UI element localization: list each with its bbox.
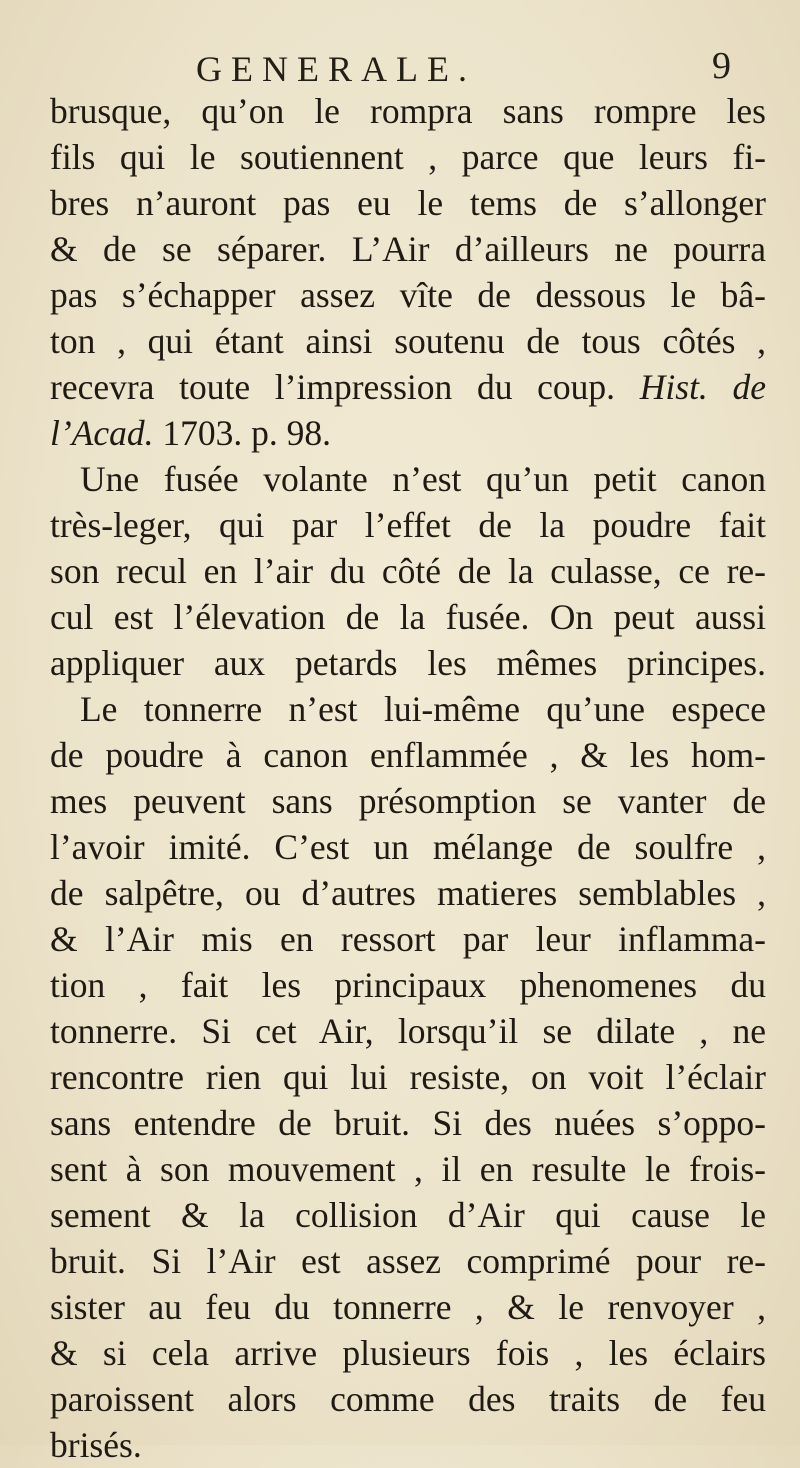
text-line-22: rencontre rien qui lui resiste, on voit l’éclair	[50, 1057, 766, 1097]
text-line-27: sister au feu du tonnerre , & le renvoyer ,	[50, 1287, 766, 1327]
text-line-7	[50, 364, 766, 410]
text-line-26: bruit. Si l’Air est assez comprimé pour re-	[50, 1241, 766, 1281]
text-line-20: tion , fait les principaux phenomenes du	[50, 965, 766, 1005]
text-line-2: fils qui le soutiennent , parce que leurs fi-	[50, 137, 766, 177]
page-header	[0, 38, 800, 88]
text-line-19: & l’Air mis en ressort par leur inflamma-	[50, 919, 766, 959]
citation-acad: l’Acad.	[50, 413, 154, 453]
page-number: 9	[712, 45, 731, 87]
text-line-5: pas s’échapper assez vîte de dessous le bâ-	[50, 275, 766, 315]
text-line-3: bres n’auront pas eu le tems de s’allonger	[50, 183, 766, 223]
text-line-12: cul est l’élevation de la fusée. On peut aussi	[50, 597, 766, 637]
running-head: GENERALE.	[196, 49, 476, 89]
text-line-6: ton , qui étant ainsi soutenu de tous côtés ,	[50, 321, 766, 361]
text-line-15: de poudre à canon enflammée , & les hom-	[50, 735, 766, 775]
text-line-24: sent à son mouvement , il en resulte le frois-	[50, 1149, 766, 1189]
text-line-13: appliquer aux petards les mêmes principes.	[50, 643, 766, 683]
citation-year-page: 1703. p. 98.	[162, 413, 332, 453]
text-line-7-main: recevra toute l’impression du coup.	[50, 367, 616, 407]
text-line-25: sement & la collision d’Air qui cause le	[50, 1195, 766, 1235]
text-line-18: de salpêtre, ou d’autres matieres semblables ,	[50, 873, 766, 913]
text-line-9: Une fusée volante n’est qu’un petit canon	[80, 459, 766, 499]
text-line-30: brisés.	[50, 1425, 142, 1465]
text-line-29: paroissent alors comme des traits de feu	[50, 1379, 766, 1419]
body-text	[50, 88, 766, 1468]
text-line-11: son recul en l’air du côté de la culasse, ce re-	[50, 551, 766, 591]
text-line-8	[50, 410, 766, 456]
text-line-1: brusque, qu’on le rompra sans rompre les	[50, 91, 766, 131]
citation-hist: Hist. de	[639, 367, 767, 407]
text-line-28: & si cela arrive plusieurs fois , les éclairs	[50, 1333, 766, 1373]
text-line-17: l’avoir imité. C’est un mélange de soulfre ,	[50, 827, 766, 867]
text-line-14: Le tonnerre n’est lui-même qu’une espece	[80, 689, 766, 729]
text-line-16: mes peuvent sans présomption se vanter de	[50, 781, 766, 821]
text-line-23: sans entendre de bruit. Si des nuées s’oppo-	[50, 1103, 766, 1143]
text-line-10: très-leger, qui par l’effet de la poudre fait	[50, 505, 766, 545]
text-line-21: tonnerre. Si cet Air, lorsqu’il se dilate , ne	[50, 1011, 766, 1051]
text-line-4: & de se séparer. L’Air d’ailleurs ne pourra	[50, 229, 766, 269]
